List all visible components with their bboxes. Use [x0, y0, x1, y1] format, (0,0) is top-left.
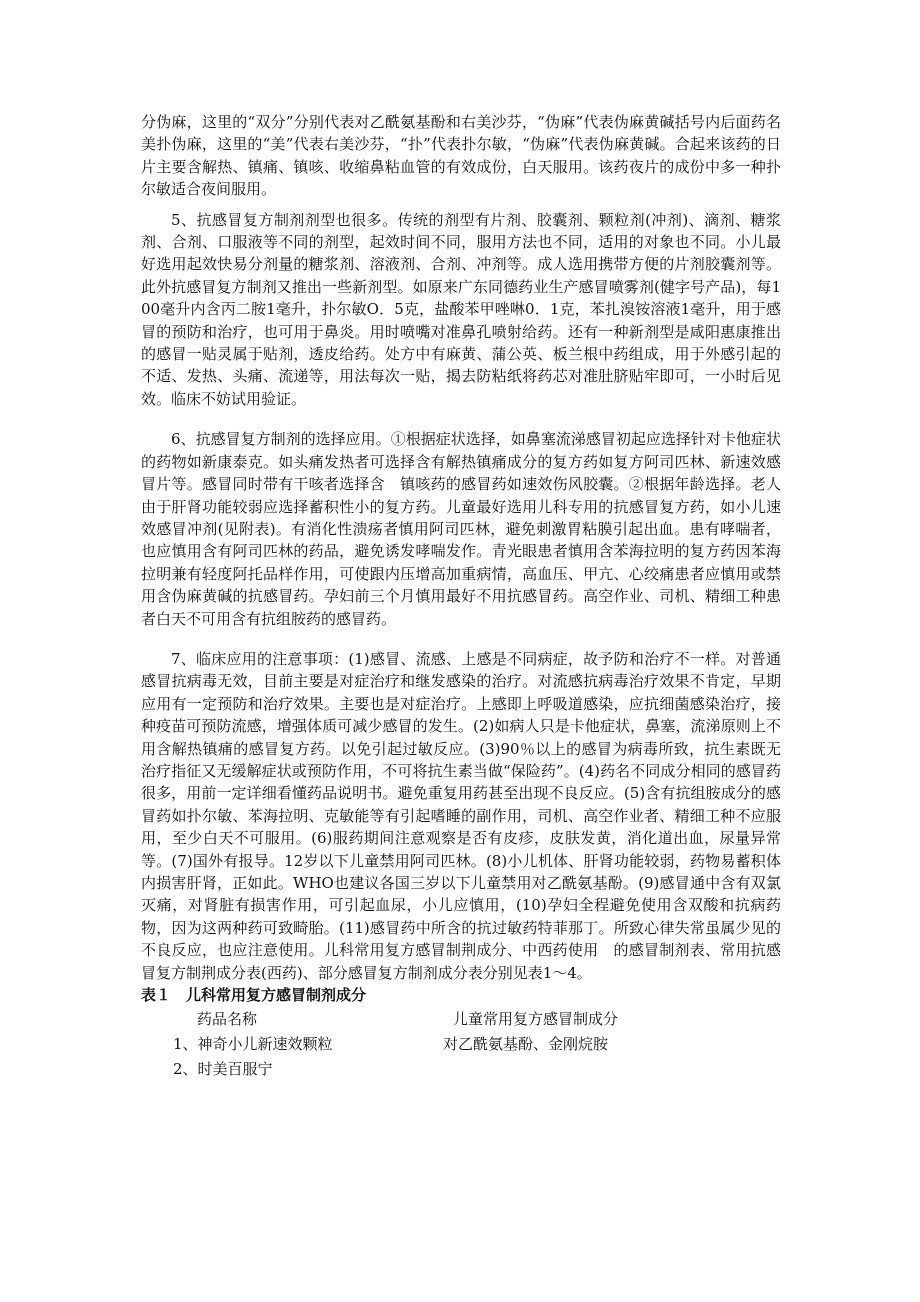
table-header-drug-name: 药品名称 [197, 1010, 258, 1029]
table-cell-drug-name: 1、神奇小儿新速效颗粒 [173, 1035, 333, 1054]
table-cell-drug-name: 2、时美百服宁 [173, 1060, 273, 1079]
table-header-ingredients: 儿童常用复方感冒制成分 [453, 1010, 619, 1029]
table-header-row [141, 1007, 781, 1032]
paragraph-section-7: 7、临床应用的注意事项：(1)感冒、流感、上感是不同病症，故予防和治疗不一样。对普通感冒抗病毒无效，目前主要是对症治疗和继发感染的治疗。对流感抗病毒治疗效果不肯定，早期应用有一定预防和治疗效果。主要也是对症治疗。上感即上呼吸道感染，应抗细菌感染治疗，接种疫苗可预防流感，增强体质可减少感冒的发生。(2)如病人只是卡他症状，鼻塞，流涕原则上不用含解热镇痛的感冒复方药。以免引起过敏反应。(3)90％以上的感冒为病毒所致，抗生素既无治疗指征又无缓解症状或预防作用，不可将抗生素当做“保险药”。(4)药名不同成分相同的感冒药很多，用前一定详细看懂药品说明书。避免重复用药甚至出现不良反应。(5)含有抗组胺成分的感冒药如扑尔敏、苯海拉明、克敏能等有引起嗜睡的副作用，司机、高空作业者、精细工种不应服用，至少白天不可服用。(6)服药期间注意观察是否有皮疹，皮肤发黄，消化道出血，尿量异常等。(7)国外有报导。12岁以下儿童禁用阿司匹林。(8)小儿机体、肝肾功能较弱，药物易蓄积体内损害肝肾，正如此。WHO也建议各国三岁以下儿童禁用对乙酰氨基酚。(9)感冒通中含有双氯灭痛，对肾脏有损害作用，可引起血尿，小儿应慎用，(10)孕妇全程避免使用含双酸和抗病药物，因为这两种药可致畸胎。(11)感冒药中所含的抗过敏药特菲那丁。所致心律失常虽属少见的不良反应，也应注意使用。儿科常用复方感冒制荆成分、中西药使用 的感冒制剂表、常用抗感冒复方制荆成分表(西药)、部分感冒复方制剂成分表分别见表1～4。 [141, 649, 781, 982]
table-row [141, 1032, 781, 1057]
paragraph-intro: 分伪麻，这里的“双分”分别代表对乙酰氨基酚和右美沙芬，“伪麻”代表伪麻黄碱括号内后面药名美扑伪麻，这里的“美”代表右美沙芬，“扑”代表扑尔敏，“伪麻”代表伪麻黄碱。合起来该药的日片主要含解热、镇痛、镇咳、收缩鼻粘血管的有效成份，白天服用。该药夜片的成份中多一种扑尔敏适合夜间服用。 [141, 113, 781, 199]
table-cell-ingredients: 对乙酰氨基酚、金刚烷胺 [443, 1035, 609, 1054]
spacer [141, 201, 781, 209]
ingredient-table [141, 1007, 781, 1082]
document-page [141, 111, 781, 1082]
table-title: 表１ 儿科常用复方感冒制剂成分 [141, 986, 367, 1005]
paragraph-section-6: 6、抗感冒复方制剂的选择应用。①根据症状选择，如鼻塞流涕感冒初起应选择针对卡他症状的药物如新康泰克。如头痛发热者可选择含有解热镇痛成分的复方药如复方阿司匹林、新速效感冒片等。感冒同时带有干咳者选择含 镇咳药的感冒药如速效伤风胶囊。②根据年龄选择。老人由于肝肾功能较弱应选择蓄积性小的复方药。儿童最好选用儿科专用的抗感冒复方药，如小儿速效感冒冲剂(见附表)。有消化性溃疡者慎用阿司匹林，避免刺激胃粘膜引起出血。患有哮喘者，也应慎用含有阿司匹林的药品，避免诱发哮喘发作。青光眼患者慎用含苯海拉明的复方药因苯海拉明兼有轻度阿托品样作用，可使跟内压增高加重病情，高血压、甲亢、心绞痛患者应慎用或禁用含伪麻黄碱的抗感冒药。孕妇前三个月慎用最好不用抗感冒药。高空作业、司机、精细工种患者白天不可用含有抗组胺药的感冒药。 [141, 430, 781, 628]
spacer [141, 410, 781, 428]
table-cell-ingredients [439, 1057, 759, 1082]
spacer [141, 630, 781, 648]
table-row [141, 1057, 781, 1082]
paragraph-section-5: 5、抗感冒复方制剂剂型也很多。传统的剂型有片剂、胶囊剂、颗粒剂(冲剂)、滴剂、糖浆剂、合剂、口服液等不同的剂型，起效时间不同，服用方法也不同，适用的对象也不同。小儿最好选用起效快易分剂量的糖浆剂、溶液剂、合剂、冲剂等。成人选用携带方便的片剂胶囊剂等。此外抗感冒复方制剂又推出一些新剂型。如原来广东同德药业生产感冒喷雾剂(健字号产品)，每100毫升内含丙二胺1毫升，扑尔敏O．5克，盐酸苯甲唑啉0．1克，苯扎溴铵溶液1毫升，用于感冒的预防和治疗，也可用于鼻炎。用时喷嘴对准鼻孔喷射给药。还有一种新剂型是咸阳惠康推出的感冒一贴灵属于贴剂，透皮给药。处方中有麻黄、蒲公英、板兰根中药组成，用于外感引起的不适、发热、头痛、流递等，用法每次一贴，揭去防粘纸将药芯对准肚脐贴牢即可，一小时后见效。临床不妨试用验证。 [141, 210, 781, 408]
